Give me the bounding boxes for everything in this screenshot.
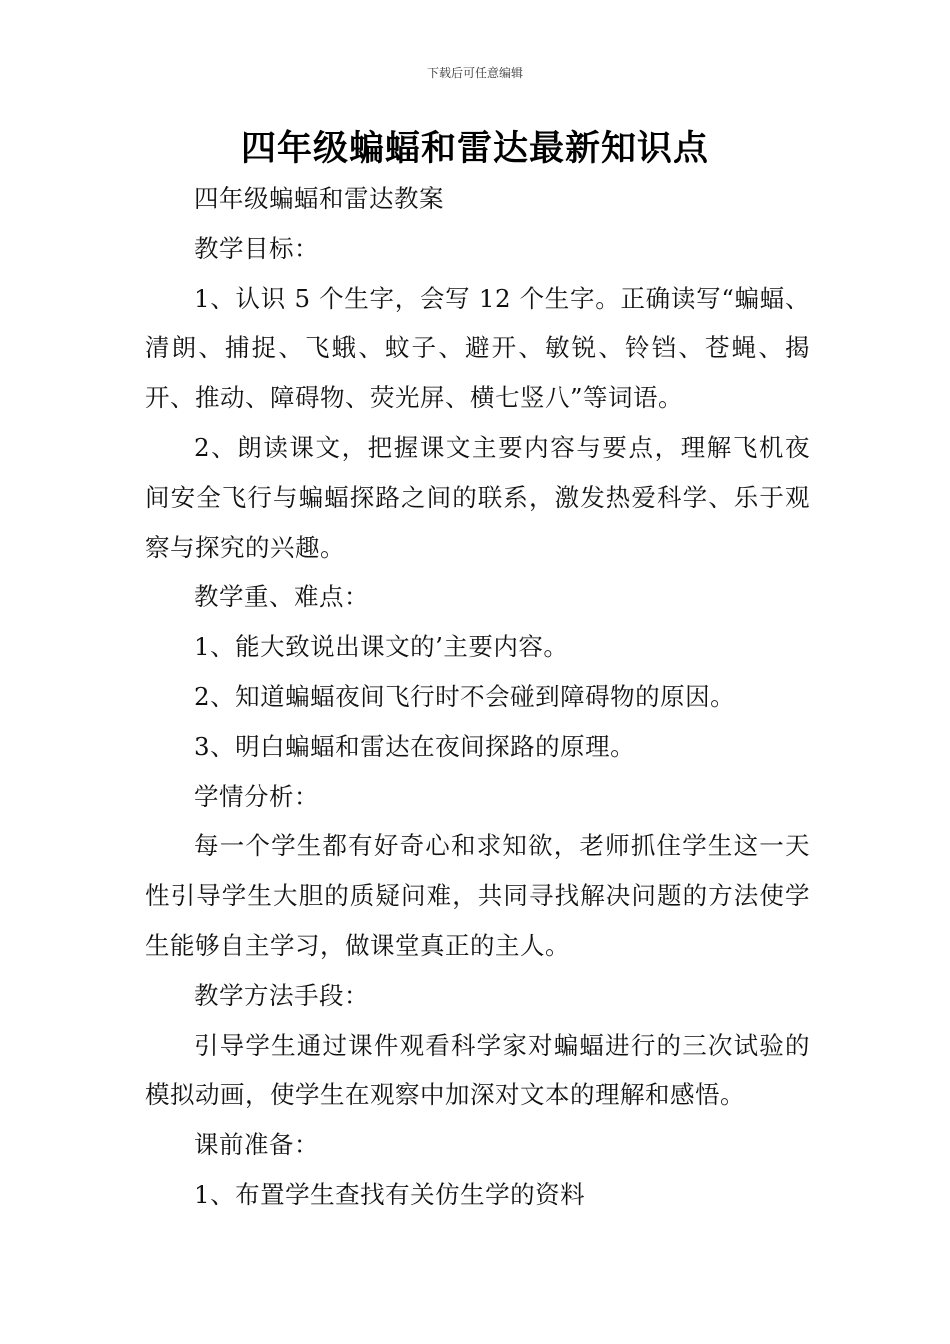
- paragraph: 引导学生通过课件观看科学家对蝙蝠进行的三次试验的模拟动画，使学生在观察中加深对文本的理解和感悟。: [145, 1030, 810, 1110]
- paragraph: 1、认识 5 个生字，会写 12 个生字。正确读写“蝙蝠、清朗、捕捉、飞蛾、蚊子、避开、敏锐、铃铛、苍蝇、揭开、推动、障碍物、荧光屏、横七竖八”等词语。: [145, 283, 810, 413]
- paragraph: 3、明白蝙蝠和雷达在夜间探路的原理。: [194, 731, 636, 761]
- document-body: [145, 174, 810, 1220]
- paragraph: 2、知道蝙蝠夜间飞行时不会碰到障碍物的原因。: [194, 681, 736, 711]
- paragraph: 2、朗读课文，把握课文主要内容与要点，理解飞机夜间安全飞行与蝙蝠探路之间的联系，激发热爱科学、乐于观察与探究的兴趣。: [145, 432, 810, 562]
- paragraph: 学情分析：: [194, 781, 319, 811]
- paragraph: 每一个学生都有好奇心和求知欲，老师抓住学生这一天性引导学生大胆的质疑问难，共同寻找解决问题的方法使学生能够自主学习，做课堂真正的主人。: [145, 831, 810, 960]
- paragraph: 1、能大致说出课文的’主要内容。: [194, 632, 569, 662]
- paragraph: 教学方法手段：: [194, 980, 369, 1010]
- paragraph: 课前准备：: [194, 1130, 319, 1160]
- document-title: 四年级蝙蝠和雷达最新知识点: [240, 128, 709, 169]
- header-note: 下载后可任意编辑: [426, 66, 523, 80]
- paragraph: 教学重、难点：: [194, 582, 369, 612]
- paragraph: 教学目标：: [194, 233, 319, 263]
- paragraph: 1、布置学生查找有关仿生学的资料: [194, 1179, 586, 1209]
- paragraph: 四年级蝙蝠和雷达教案: [194, 184, 444, 213]
